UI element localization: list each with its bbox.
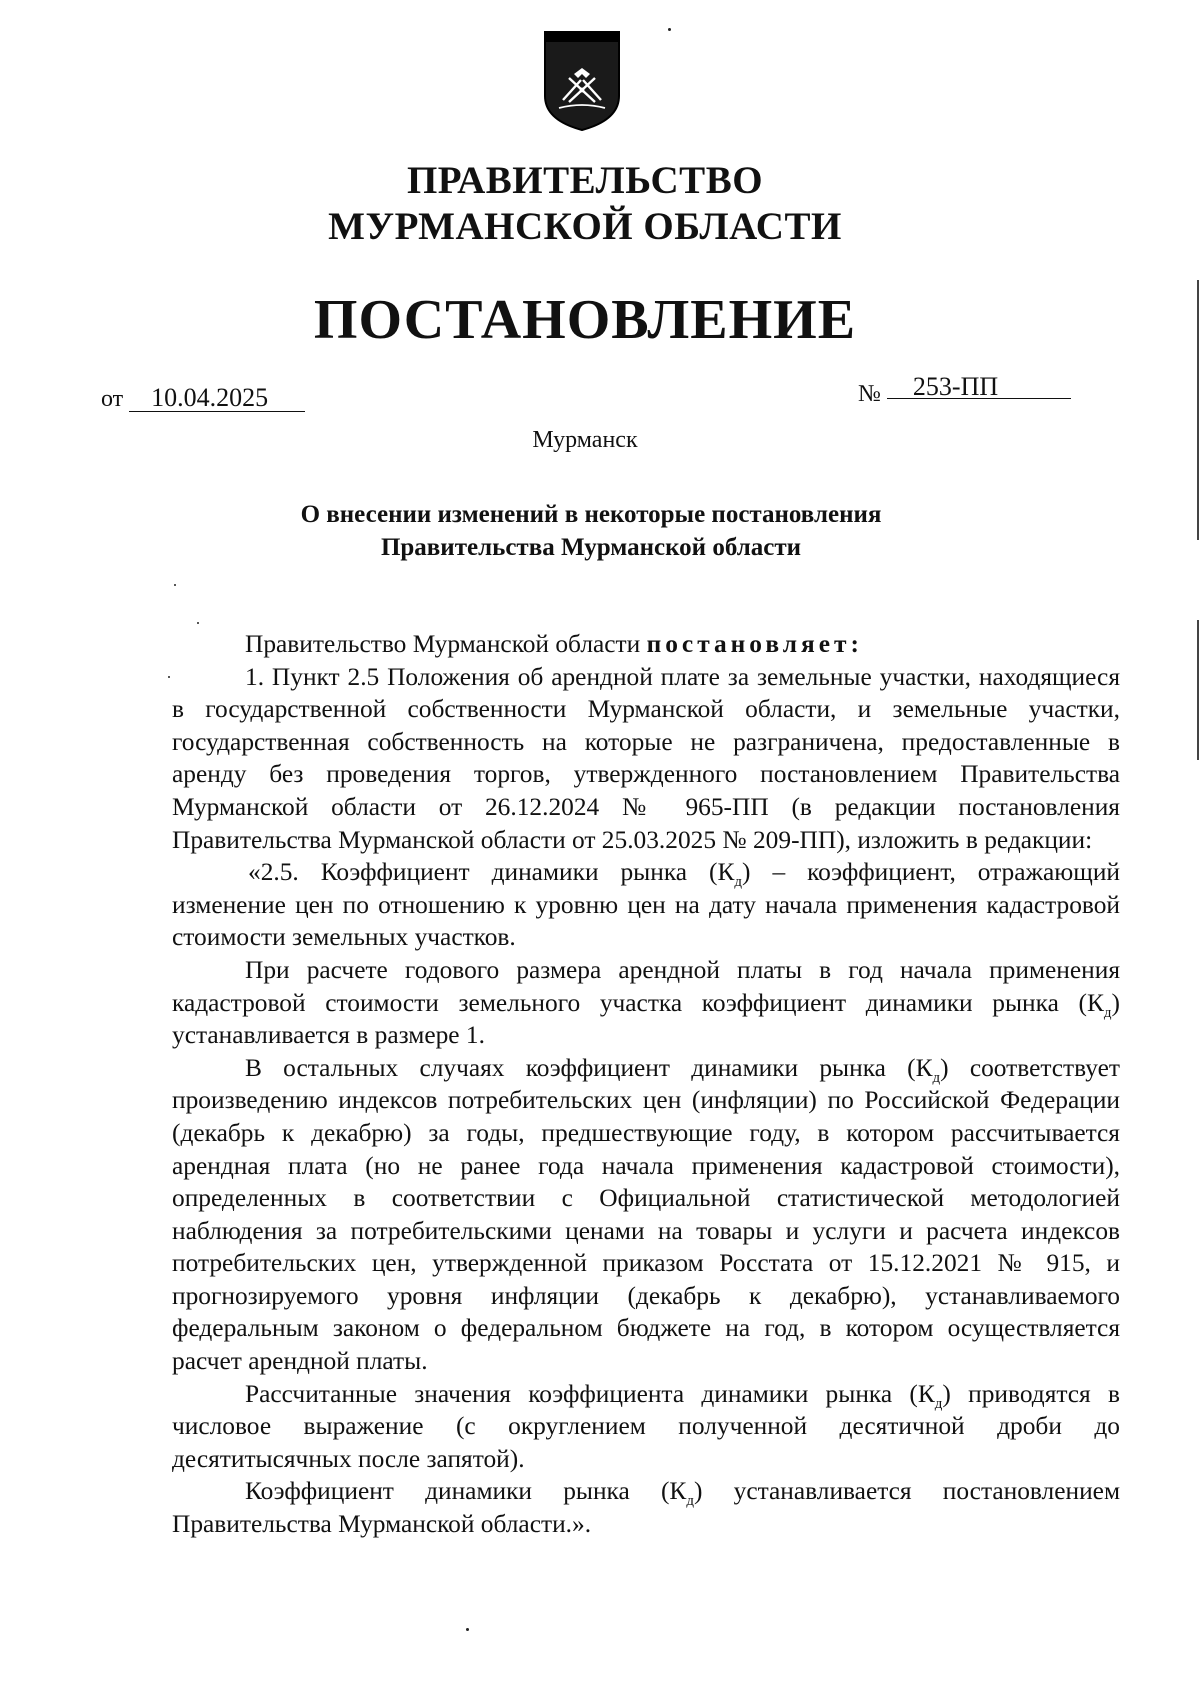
org-name-line2: МУРМАНСКОЙ ОБЛАСТИ xyxy=(328,205,842,248)
paragraph-4 xyxy=(172,1052,1120,1378)
intro-text: Правительство Мурманской области xyxy=(245,630,647,658)
number-field xyxy=(858,372,1071,409)
document-body xyxy=(172,628,1120,1541)
p3-text-b: ) устанавливается в размере 1. xyxy=(172,988,1120,1050)
title-line2: Правительства Мурманской области xyxy=(380,534,802,561)
scan-speck xyxy=(197,622,199,624)
date-prefix: от xyxy=(101,386,124,412)
p3-text-a: При расчете годового размера арендной платы в год начала применения кадастровой стоимости земельного участка коэффициент динамики рынка (К xyxy=(172,955,1120,1017)
p4-text-a: В остальных случаях коэффициент динамики рынка (К xyxy=(245,1053,933,1082)
scan-edge-line xyxy=(1197,620,1199,760)
coat-of-arms-icon xyxy=(541,28,623,134)
p2-text-a: «2.5. Коэффициент динамики рынка (К xyxy=(248,858,735,887)
paragraph-6 xyxy=(172,1475,1120,1540)
paragraph-3 xyxy=(172,954,1120,1052)
p2-text-b: ) – коэффициент, отражающий изменение цен по отношению к уровню цен на дату начала применения кадастровой стоимости земельных участков. xyxy=(172,858,1120,952)
intro-paragraph xyxy=(172,628,1120,661)
kd-subscript: д xyxy=(686,1493,694,1510)
date-field xyxy=(101,384,305,414)
kd-subscript: д xyxy=(932,1069,941,1086)
p4-text-b: ) соответствует произведению индексов потребительских цен (инфляции) по Российской Федерации (декабрь к декабрю) за годы, предшествующие году, в котором рассчитывается арендная плата (но не ранее года начала применения кадастровой стоимости), определенных в соответствии с Официальной статистической методологией наблюдения за потребительскими ценами на товары и услуги и расчета индексов потребительских цен, утвержденной приказом Росстата от 15.12.2021 № 915, и прогнозируемого уровня инфляции (декабрь к декабрю), устанавливаемого федеральным законом о федеральном бюджете на год, в котором осуществляется расчет арендной платы. xyxy=(172,1053,1120,1376)
p6-text-a: Коэффициент динамики рынка (К xyxy=(245,1477,687,1506)
document-type: ПОСТАНОВЛЕНИЕ xyxy=(313,289,857,351)
kd-subscript: д xyxy=(934,1395,943,1412)
paragraph-1: 1. Пункт 2.5 Положения об арендной плате за земельные участки, находящиеся в государственной собственности Мурманской области, и земельные участки, государственная собственность на которые не разграничена, предоставленные в аренду без проведения торгов, утвержденного постановлением Правительства Мурманской области от 26.12.2024 № 965-ПП (в редакции постановления Правительства Мурманской области от 25.03.2025 № 209-ПП), изложить в редакции: xyxy=(172,662,1120,854)
scan-speck xyxy=(668,28,671,31)
city: Мурманск xyxy=(532,427,638,453)
kd-subscript: д xyxy=(1103,1004,1112,1021)
number-value: 253-ПП xyxy=(887,376,1071,399)
paragraph-5 xyxy=(172,1378,1120,1476)
scan-edge-line xyxy=(1197,280,1199,540)
date-value: 10.04.2025 xyxy=(129,385,305,412)
scan-speck xyxy=(168,676,170,678)
number-prefix: № xyxy=(858,381,881,407)
p5-text-a: Рассчитанные значения коэффициента динамики рынка (К xyxy=(245,1379,935,1408)
document-title xyxy=(0,498,1182,564)
scan-speck xyxy=(466,1628,469,1631)
paragraph-2 xyxy=(172,856,1120,954)
p6-text-b: ) устанавливается постановлением Правительства Мурманской области.». xyxy=(172,1477,1121,1539)
decree-word: постановляет: xyxy=(646,630,863,658)
title-line1: О внесении изменений в некоторые постановления xyxy=(300,501,882,528)
org-name-line1: ПРАВИТЕЛЬСТВО xyxy=(406,159,764,202)
p5-text-b: ) приводятся в числовое выражение (с округлением полученной десятичной дроби до десятитысячных после запятой). xyxy=(172,1379,1120,1473)
kd-subscript: д xyxy=(734,874,743,891)
scan-speck xyxy=(174,584,176,586)
